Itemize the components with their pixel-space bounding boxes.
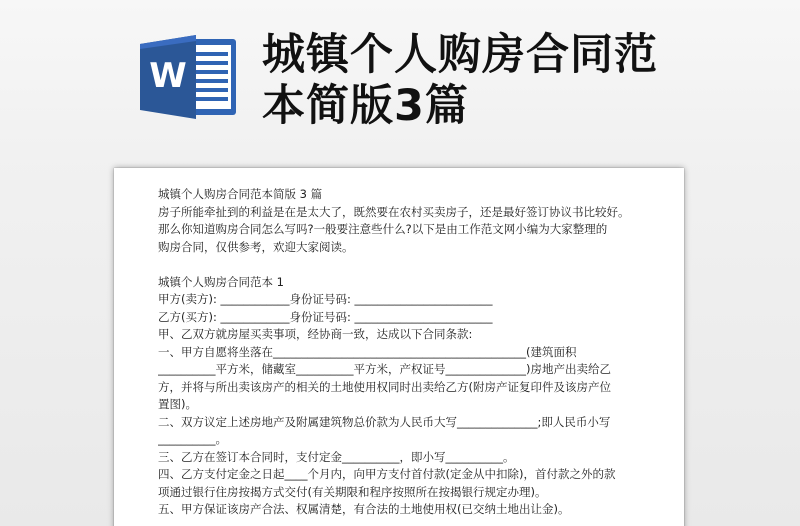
doc-intro-line: 购房合同，仅供参考，欢迎大家阅读。 bbox=[158, 239, 354, 254]
word-icon-letter: W bbox=[149, 56, 187, 96]
doc-intro-line: 房子所能牵扯到的利益是在是太大了，既然要在农村买卖房子，还是最好签订协议书比较好。 bbox=[158, 204, 630, 219]
document-body bbox=[158, 186, 658, 519]
clause-line: __________平方米，储藏室__________平方米，产权证号______________)房地产出卖给乙 bbox=[158, 362, 611, 376]
clause-line: 项通过银行住房按揭方式交付(有关期限和程序按照所在按揭银行规定办理)。 bbox=[158, 484, 547, 499]
page-title-line-1: 城镇个人购房合同范 bbox=[262, 30, 658, 80]
party-b-line: 乙方(买方): ____________身份证号码: ________________________ bbox=[158, 309, 493, 324]
page-title bbox=[262, 30, 762, 132]
clause-line: 一、甲方自愿将坐落在____________________________________________(建筑面积 bbox=[158, 344, 577, 359]
clause-line: __________。 bbox=[158, 432, 227, 446]
page-title-line-2: 本简版3篇 bbox=[262, 81, 469, 131]
party-a-line: 甲方(卖方): ____________身份证号码: ________________________ bbox=[158, 292, 493, 306]
clause-line: 五、甲方保证该房产合法、权属清楚，有合法的土地使用权(已交纳土地出让金)。 bbox=[158, 502, 570, 516]
clause-line: 二、双方议定上述房地产及附属建筑物总价款为人民币大写______________;即人民币小写 bbox=[158, 414, 611, 429]
doc-blank-line bbox=[158, 256, 658, 274]
clause-line: 三、乙方在签订本合同时，支付定金__________，即小写__________。 bbox=[158, 449, 515, 464]
word-document-icon bbox=[140, 35, 240, 119]
clause-line: 置图)。 bbox=[158, 397, 197, 411]
document-preview-page bbox=[114, 168, 684, 526]
contract-title: 城镇个人购房合同范本 1 bbox=[158, 274, 284, 289]
clause-line: 四、乙方支付定金之日起____个月内，向甲方支付首付款(定金从中扣除)，首付款之外的款 bbox=[158, 467, 616, 481]
doc-heading: 城镇个人购房合同范本简版 3 篇 bbox=[158, 187, 323, 201]
clause-line: 方，并将与所出卖该房产的相关的土地使用权同时出卖给乙方(附房产证复印件及该房产位 bbox=[158, 379, 611, 394]
doc-intro-line: 那么你知道购房合同怎么写吗?一般要注意些什么?以下是由工作范文网小编为大家整理的 bbox=[158, 222, 608, 236]
contract-preamble: 甲、乙双方就房屋买卖事项，经协商一致，达成以下合同条款: bbox=[158, 327, 473, 341]
